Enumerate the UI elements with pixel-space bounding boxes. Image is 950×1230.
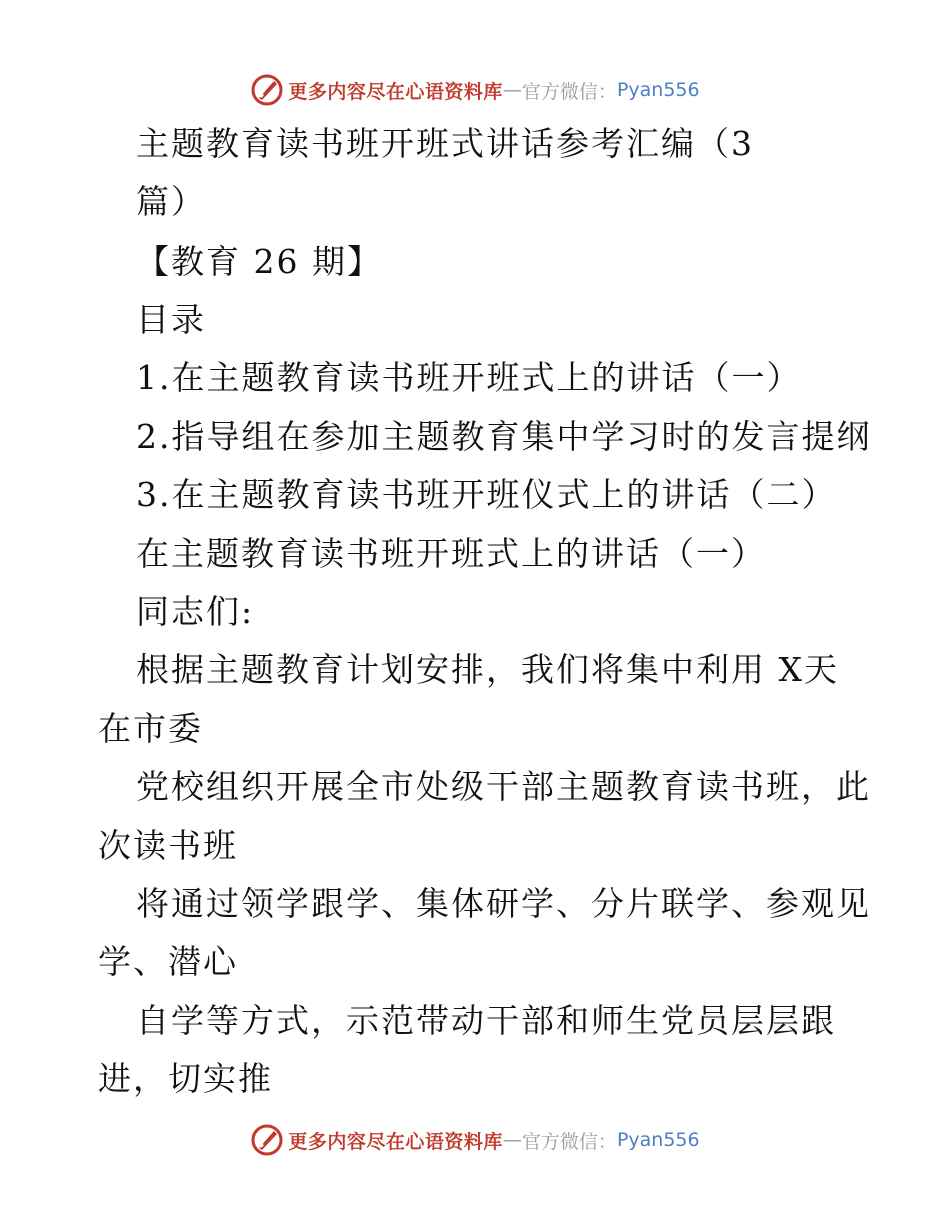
toc-item-1: 1.在主题教育读书班开班式上的讲话（一） <box>136 358 802 397</box>
toc-item-3: 3.在主题教育读书班开班仪式上的讲话（二） <box>136 475 837 514</box>
footer-watermark <box>0 1120 950 1160</box>
doc-title-line-1: 主题教育读书班开班式讲话参考汇编（3 <box>136 124 754 163</box>
watermark-main-text: 更多内容尽在心语资料库 <box>288 80 503 103</box>
doc-title-line-2: 篇） <box>136 182 206 221</box>
watermark-wechat-id: Pyan556 <box>616 79 700 101</box>
body-line: 将通过领学跟学、集体研学、分片联学、参观见 <box>136 884 871 923</box>
body-line: 进，切实推 <box>98 1059 273 1098</box>
watermark-wechat-id: Pyan556 <box>616 1129 700 1151</box>
watermark-dash: — <box>502 79 522 101</box>
salutation: 同志们: <box>136 592 255 631</box>
body-line: 次读书班 <box>98 826 238 865</box>
body-line: 党校组织开展全市处级干部主题教育读书班，此 <box>136 767 871 806</box>
watermark-wechat-label: 官方微信： <box>521 80 617 103</box>
watermark-wechat-label: 官方微信： <box>521 1130 617 1153</box>
watermark-dash: — <box>502 1129 522 1151</box>
body-line: 在市委 <box>98 709 203 748</box>
quill-seal-icon <box>250 1123 284 1157</box>
header-watermark <box>0 70 950 110</box>
doc-issue-label: 【教育 26 期】 <box>136 242 382 281</box>
toc-item-2: 2.指导组在参加主题教育集中学习时的发言提纲 <box>136 417 872 456</box>
toc-heading: 目录 <box>136 300 206 339</box>
quill-seal-icon <box>250 73 284 107</box>
watermark-main-text: 更多内容尽在心语资料库 <box>288 1130 503 1153</box>
body-line: 自学等方式，示范带动干部和师生党员层层跟 <box>136 1001 836 1040</box>
section-heading: 在主题教育读书班开班式上的讲话（一） <box>136 534 766 573</box>
body-line: 学、潜心 <box>98 942 238 981</box>
body-line: 根据主题教育计划安排，我们将集中利用 X天 <box>136 650 839 689</box>
